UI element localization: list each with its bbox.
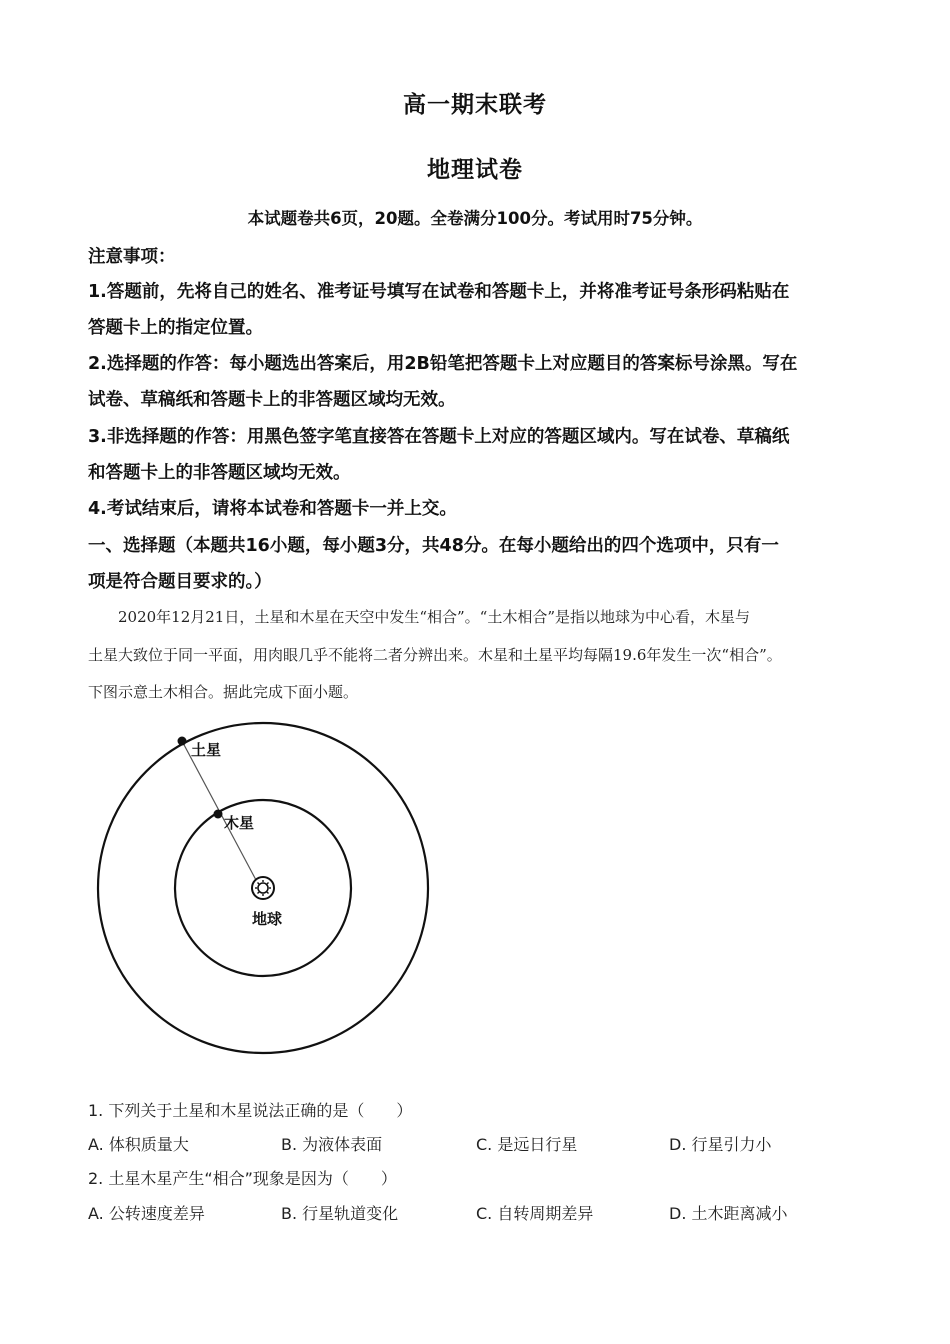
saturn-dot — [178, 737, 187, 746]
notice-line: 和答题卡上的非答题区域均无效。 — [88, 463, 351, 483]
option-b[interactable]: B. 行星轨道变化 — [281, 1204, 399, 1223]
passage-line: 2020年12月21日，土星和木星在天空中发生“相合”。“土木相合”是指以地球为中心看，木星与 — [118, 608, 751, 626]
notice-heading: 注意事项： — [88, 247, 176, 267]
question-1-stem: 1. 下列关于土星和木星说法正确的是（ ） — [88, 1101, 413, 1120]
notice-line: 答题卡上的指定位置。 — [88, 318, 263, 338]
jupiter-dot — [214, 810, 223, 819]
option-c[interactable]: C. 是远日行星 — [476, 1135, 578, 1154]
conjunction-figure — [88, 712, 433, 1057]
option-c[interactable]: C. 自转周期差异 — [476, 1204, 594, 1223]
jupiter-label: 木星 — [224, 814, 255, 832]
notice-line: 试卷、草稿纸和答题卡上的非答题区域均无效。 — [88, 390, 456, 410]
passage-line: 土星大致位于同一平面，用肉眼几乎不能将二者分辨出来。木星和土星平均每隔19.6年发生一次“相合”。 — [88, 646, 782, 664]
section-heading-cont: 项是符合题目要求的。） — [88, 572, 272, 592]
option-d[interactable]: D. 行星引力小 — [669, 1135, 772, 1154]
question-2-stem: 2. 土星木星产生“相合”现象是因为（ ） — [88, 1169, 397, 1188]
option-d[interactable]: D. 土木距离减小 — [669, 1204, 788, 1223]
exam-subject: 地理试卷 — [427, 157, 523, 183]
notice-line: 2.选择题的作答：每小题选出答案后，用2B铅笔把答题卡上对应题目的答案标号涂黑。写在 — [88, 354, 798, 374]
earth-symbol — [252, 877, 274, 899]
notice-line: 3.非选择题的作答：用黑色签字笔直接答在答题卡上对应的答题区域内。写在试卷、草稿纸 — [88, 427, 790, 447]
notice-line: 4.考试结束后，请将本试卷和答题卡一并上交。 — [88, 499, 457, 519]
option-a[interactable]: A. 公转速度差异 — [88, 1204, 205, 1223]
option-b[interactable]: B. 为液体表面 — [281, 1135, 383, 1154]
earth-label: 地球 — [252, 910, 283, 928]
exam-title: 高一期末联考 — [403, 92, 547, 118]
section-heading: 一、选择题（本题共16小题，每小题3分，共48分。在每小题给出的四个选项中，只有一 — [88, 536, 779, 556]
saturn-label: 土星 — [191, 741, 222, 759]
passage-line: 下图示意土木相合。据此完成下面小题。 — [88, 683, 359, 701]
notice-line: 1.答题前，先将自己的姓名、准考证号填写在试卷和答题卡上，并将准考证号条形码粘贴在 — [88, 282, 790, 302]
option-a[interactable]: A. 体积质量大 — [88, 1135, 189, 1154]
exam-info: 本试题卷共6页，20题。全卷满分100分。考试用时75分钟。 — [247, 209, 703, 228]
